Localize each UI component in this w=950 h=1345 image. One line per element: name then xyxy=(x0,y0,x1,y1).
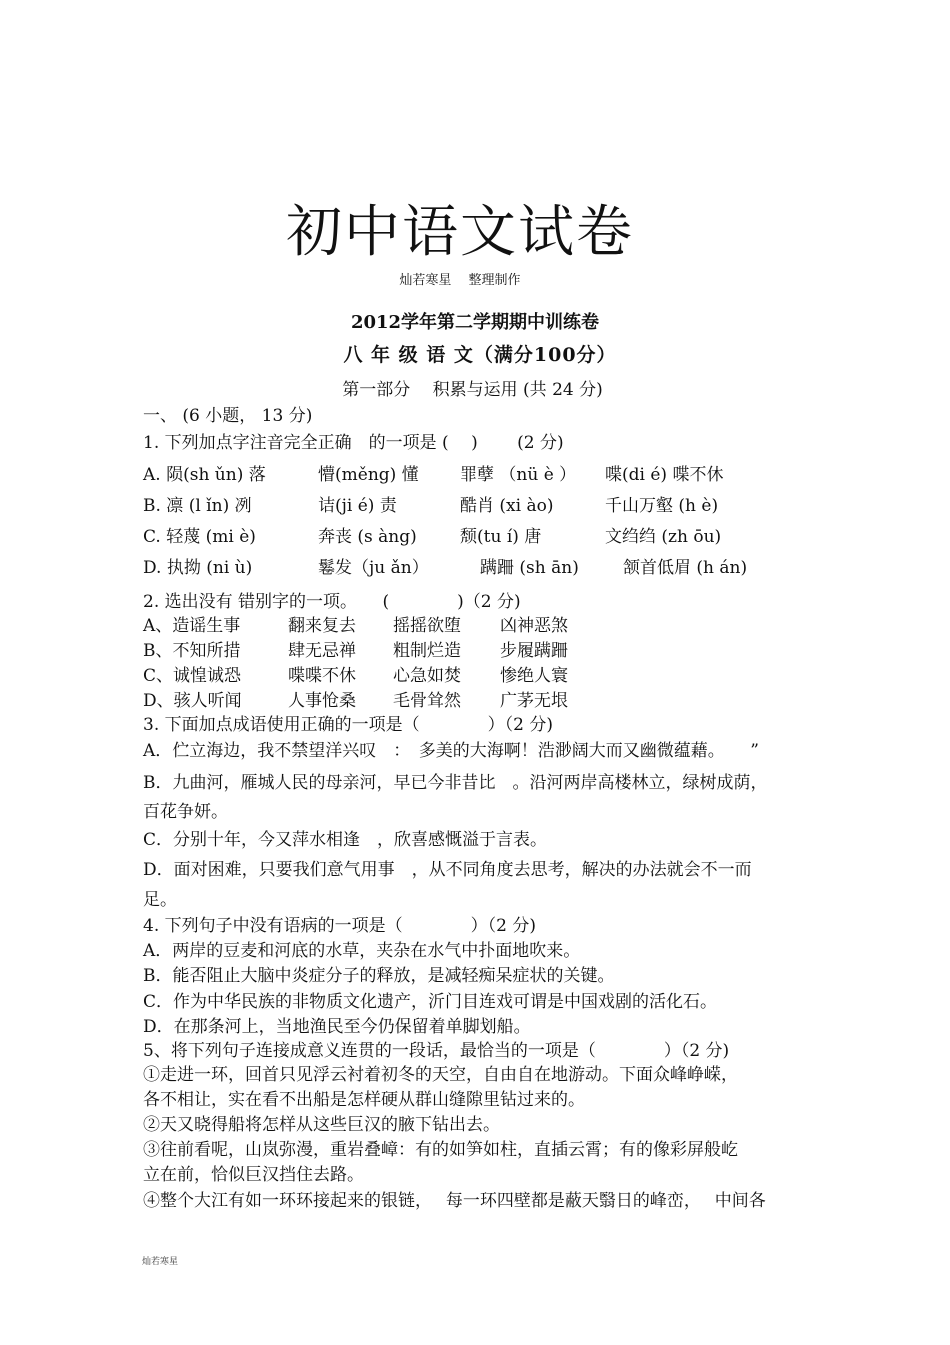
document-title: 初中语文试卷 xyxy=(286,200,634,265)
q2-option: C、诚惶诚恐 xyxy=(143,666,242,686)
q2-option: A、造谣生事 xyxy=(143,616,241,636)
q4-option-a: A．两岸的豆麦和河底的水草，夹杂在水气中扑面地吹来。 xyxy=(143,941,581,961)
q1-option: 颓(tu í) 唐 xyxy=(460,527,542,547)
q2-option: 毛骨耸然 xyxy=(393,691,461,711)
q2-option: 摇摇欲堕 xyxy=(393,616,461,636)
q1-option: B. 凛 (l ǐn) 冽 xyxy=(143,496,252,516)
q2-option: 肆无忌禅 xyxy=(288,641,356,661)
q2-stem: 2. 选出没有 错别字的一项。 ( )（2 分) xyxy=(143,592,521,612)
q1-option: 蹒跚 (sh ān) xyxy=(480,558,579,578)
q5-sentence-4: ④整个大江有如一环环接起来的银链， 每一环四壁都是蔽天翳日的峰峦， 中间各 xyxy=(143,1191,766,1211)
q1-option: A. 陨(sh ǔn) 落 xyxy=(143,465,266,485)
q3-option-b-cont: 百花争妍。 xyxy=(143,802,228,822)
q5-sentence-3: ③往前看呢，山岚弥漫，重岩叠嶂：有的如笋如柱，直插云霄；有的像彩屏般屹 xyxy=(143,1140,738,1160)
q1-option: 千山万壑 (h è) xyxy=(605,496,719,516)
section-heading: 一、 (6 小题， 13 分) xyxy=(143,406,313,426)
q1-option: 懵(měng) 懂 xyxy=(318,465,419,485)
exam-name: 2012学年第二学期期中训练卷 xyxy=(350,312,600,333)
q2-option: 广茅无垠 xyxy=(500,691,568,711)
q2-option: 喋喋不休 xyxy=(288,666,356,686)
q5-stem: 5、将下列句子连接成意义连贯的一段话，最恰当的一项是（ ）（2 分) xyxy=(143,1041,730,1061)
q5-sentence-1: ①走进一环，回首只见浮云衬着初冬的天空，自由自在地游动。下面众峰峥嵘， xyxy=(143,1065,738,1085)
q1-option: 文绉绉 (zh ōu) xyxy=(605,527,722,547)
q2-option: B、不知所措 xyxy=(143,641,241,661)
q2-option: D、骇人听闻 xyxy=(143,691,242,711)
q1-option: 喋(di é) 喋不休 xyxy=(605,465,724,485)
q1-stem: 1. 下列加点字注音完全正确 的一项是 ( ) (2 分) xyxy=(143,433,564,453)
q1-option: 颔首低眉 (h án) xyxy=(623,558,748,578)
q2-option: 惨绝人寰 xyxy=(500,666,568,686)
q1-option: C. 轻蔑 (mi è) xyxy=(143,527,256,547)
q3-option-b: B．九曲河，雁城人民的母亲河，早已今非昔比 。沿河两岸高楼林立，绿树成荫， xyxy=(143,773,768,793)
part-heading: 第一部分 积累与运用 (共 24 分) xyxy=(342,380,603,400)
q2-option: 凶神恶煞 xyxy=(500,616,568,636)
q2-option: 心急如焚 xyxy=(393,666,461,686)
exam-grade: 八 年 级 语 文（满分100分） xyxy=(343,344,617,366)
q4-option-d: D．在那条河上，当地渔民至今仍保留着单脚划船。 xyxy=(143,1017,531,1037)
q5-sentence-2: ②天又晓得船将怎样从这些巨汉的腋下钻出去。 xyxy=(143,1115,500,1135)
q1-option: 罪孽 （nü è ） xyxy=(460,465,577,485)
q3-option-a: A．伫立海边，我不禁望洋兴叹 ： 多美的大海啊！浩渺阔大而又幽微蕴藉。 ” xyxy=(143,741,759,761)
q3-stem: 3. 下面加点成语使用正确的一项是（ ）（2 分) xyxy=(143,715,553,735)
q2-option: 步履蹒跚 xyxy=(500,641,568,661)
q4-stem: 4. 下列句子中没有语病的一项是（ ）（2 分) xyxy=(143,916,536,936)
q1-option: 奔丧 (s àng) xyxy=(318,527,417,547)
q3-option-c: C．分别十年，今又萍水相逢 ，欣喜感慨溢于言表。 xyxy=(143,830,548,850)
q1-option: 诘(ji é) 责 xyxy=(318,496,397,516)
author-line: 灿若寒星 整理制作 xyxy=(399,273,521,288)
q4-option-b: B．能否阻止大脑中炎症分子的释放，是减轻痴呆症状的关键。 xyxy=(143,966,615,986)
q2-option: 翻来复去 xyxy=(288,616,356,636)
q5-sentence-3-cont: 立在前，恰似巨汉挡住去路。 xyxy=(143,1165,364,1185)
q3-option-d: D．面对困难，只要我们意气用事 ，从不同角度去思考，解决的办法就会不一而 xyxy=(143,860,752,880)
q1-option: 酷肖 (xi ào) xyxy=(460,496,554,516)
q3-option-d-cont: 足。 xyxy=(143,890,177,910)
q1-option: 鬈发（ju ǎn） xyxy=(318,558,429,578)
q1-option: D. 执拗 (ni ù) xyxy=(143,558,253,578)
q2-option: 粗制烂造 xyxy=(393,641,461,661)
page-footer: 灿若寒星 xyxy=(142,1257,179,1267)
q5-sentence-1-cont: 各不相让，实在看不出船是怎样硬从群山缝隙里钻过来的。 xyxy=(143,1090,585,1110)
q4-option-c: C．作为中华民族的非物质文化遗产，沂门目连戏可谓是中国戏剧的活化石。 xyxy=(143,992,718,1012)
q2-option: 人事怆桑 xyxy=(288,691,356,711)
